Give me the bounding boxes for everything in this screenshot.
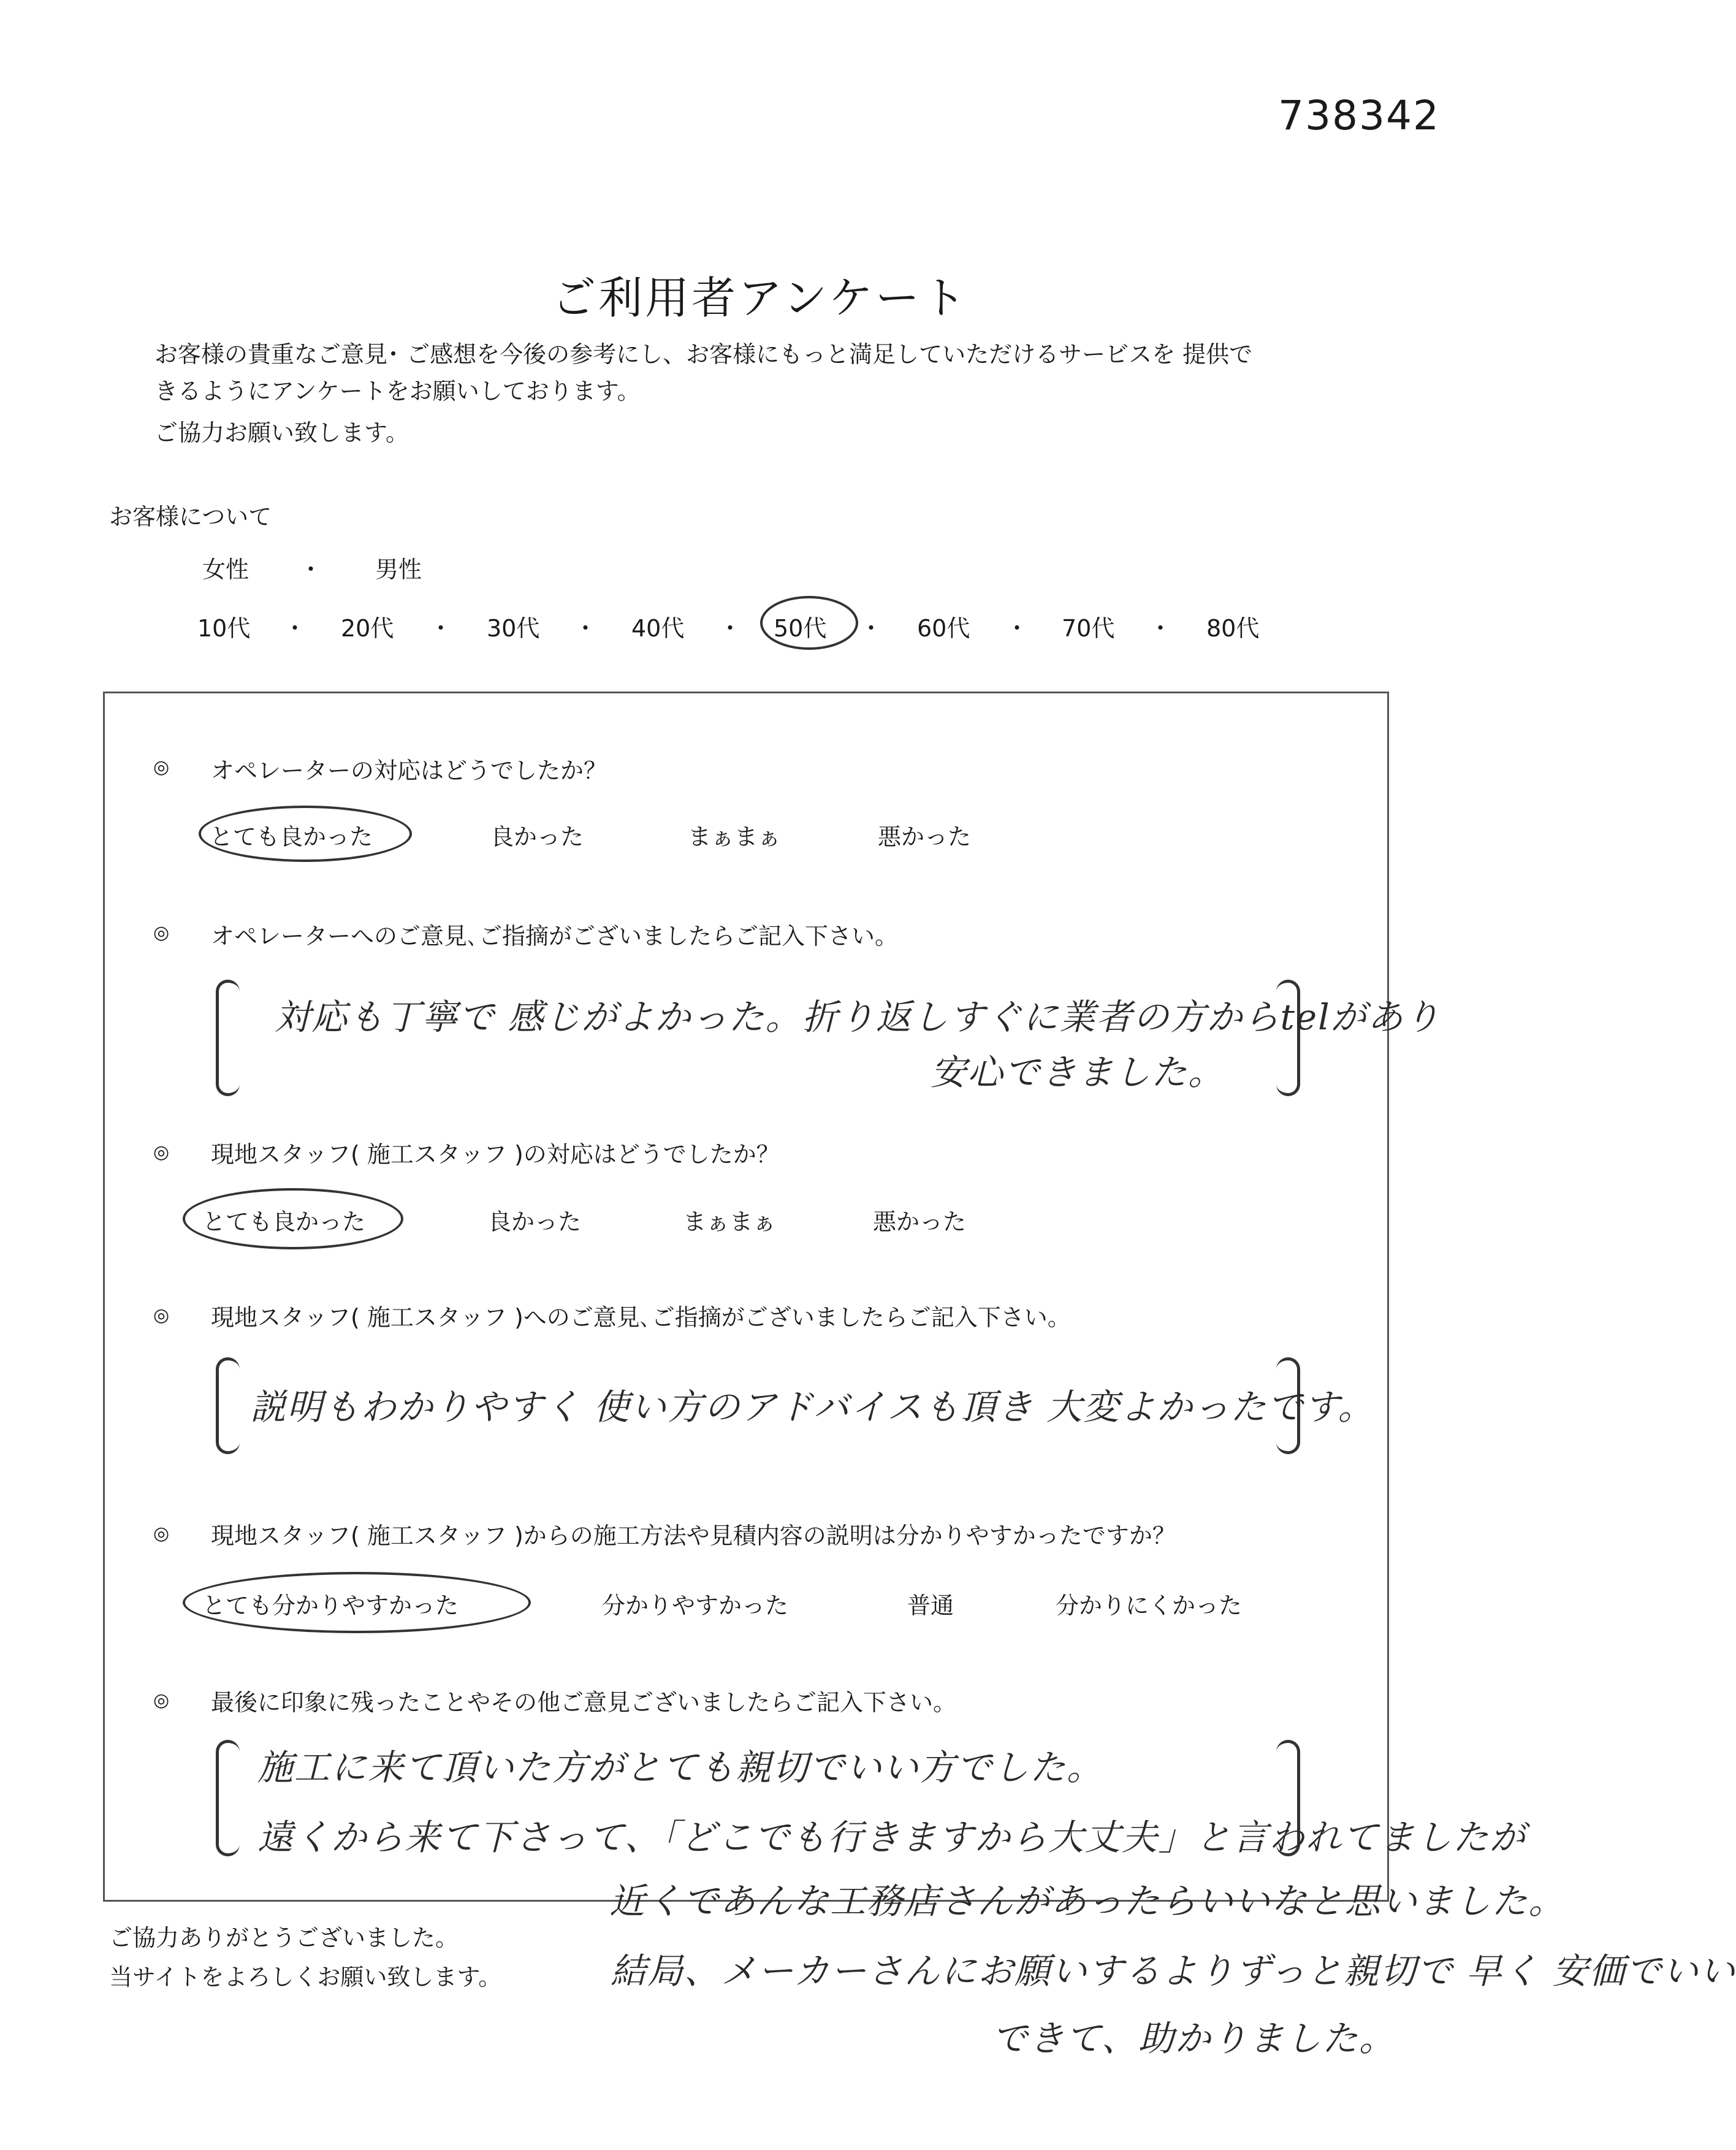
q5-option-clear[interactable]: 分かりやすかった	[602, 1592, 789, 1619]
bullet-icon: ◎	[153, 1142, 170, 1163]
separator: ・	[1149, 615, 1173, 642]
q5-option-normal[interactable]: 普通	[907, 1592, 954, 1619]
age-option-10s[interactable]: 10代	[197, 615, 251, 642]
q3-option-bad[interactable]: 悪かった	[873, 1208, 967, 1235]
selection-circle	[760, 596, 858, 650]
q1-option-very-good[interactable]: とても良かった	[210, 823, 373, 850]
q6-handwritten-answer-line-5: できて、助かりました。	[992, 2018, 1396, 2059]
q4-text: 現地スタッフ( 施工スタッフ )へのご意見､ご指摘がございましたらご記入下さい。	[211, 1304, 1071, 1331]
page-title: ご利用者アンケート	[552, 272, 969, 324]
bullet-icon: ◎	[153, 922, 170, 943]
q6-handwritten-answer-line-1: 施工に来て頂いた方がとても親切でいい方でした。	[257, 1747, 1104, 1788]
age-option-60s[interactable]: 60代	[917, 615, 970, 642]
bracket-open	[216, 1740, 240, 1856]
intro-line-2: きるようにアンケートをお願いしております。	[154, 378, 641, 405]
separator: ・	[429, 615, 453, 642]
q4-handwritten-answer-line-1: 説明もわかりやすく 使い方のアドバイスも頂き 大変よかったです。	[250, 1386, 1375, 1428]
separator: ・	[283, 615, 307, 642]
bullet-icon: ◎	[153, 757, 170, 778]
intro-line-1: お客様の貴重なご意見･ ご感想を今後の参考にし、お客様にもっと満足していただけるサービスを 提供で	[154, 341, 1253, 368]
q3-option-good[interactable]: 良かった	[488, 1208, 582, 1235]
gender-male-option[interactable]: 男性	[375, 556, 422, 583]
q6-handwritten-answer-line-2: 遠くから来て下さって、「どこでも行きますから大丈夫」と言われてましたが	[257, 1816, 1526, 1858]
q5-text: 現地スタッフ( 施工スタッフ )からの施工方法や見積内容の説明は分かりやすかったですか？	[211, 1522, 1176, 1549]
separator: ・	[859, 615, 883, 642]
age-option-30s[interactable]: 30代	[487, 615, 540, 642]
footer-site-note: 当サイトをよろしくお願い致します。	[109, 1964, 502, 1991]
customer-heading: お客様について	[109, 503, 272, 530]
age-option-50s[interactable]: 50代	[774, 615, 827, 642]
age-option-80s[interactable]: 80代	[1206, 615, 1260, 642]
selection-circle	[199, 806, 412, 862]
bracket-open	[216, 1357, 240, 1454]
age-option-20s[interactable]: 20代	[341, 615, 394, 642]
separator: ・	[1005, 615, 1029, 642]
q2-handwritten-answer-line-2: 安心できました。	[931, 1051, 1225, 1093]
q3-option-very-good[interactable]: とても良かった	[202, 1208, 366, 1235]
intro-line-3: ご協力お願い致します。	[154, 419, 409, 446]
q2-text: オペレーターへのご意見､ご指摘がございましたらご記入下さい。	[211, 923, 899, 950]
q6-handwritten-answer-line-4: 結局、メーカーさんにお願いするよりずっと親切で 早く 安価でいい	[611, 1950, 1736, 1992]
q1-option-good[interactable]: 良かった	[490, 823, 584, 850]
questionnaire-frame	[103, 692, 1389, 1902]
gender-female-option[interactable]: 女性	[202, 556, 249, 583]
q2-handwritten-answer-line-1: 対応も丁寧で 感じがよかった。折り返しすぐに業者の方からtelがあり	[275, 996, 1441, 1038]
separator: ・	[574, 615, 598, 642]
separator: ・	[718, 615, 742, 642]
q6-handwritten-answer-line-3: 近くであんな工務店さんがあったらいいなと思いました。	[609, 1880, 1566, 1922]
selection-circle	[183, 1188, 403, 1249]
q3-option-average[interactable]: まぁまぁ	[683, 1208, 777, 1235]
age-option-40s[interactable]: 40代	[631, 615, 685, 642]
q1-option-average[interactable]: まぁまぁ	[688, 823, 782, 850]
document-id: 738342	[1278, 92, 1440, 139]
selection-circle	[183, 1572, 531, 1633]
bullet-icon: ◎	[153, 1523, 170, 1544]
q3-text: 現地スタッフ( 施工スタッフ )の対応はどうでしたか？	[211, 1141, 780, 1168]
q6-text: 最後に印象に残ったことやその他ご意見ございましたらご記入下さい。	[211, 1689, 957, 1716]
q5-option-unclear[interactable]: 分かりにくかった	[1056, 1592, 1243, 1619]
bracket-open	[216, 980, 240, 1096]
footer-thanks: ご協力ありがとうございました。	[109, 1924, 459, 1951]
age-option-70s[interactable]: 70代	[1062, 615, 1115, 642]
separator: ・	[299, 556, 323, 583]
bullet-icon: ◎	[153, 1690, 170, 1711]
bullet-icon: ◎	[153, 1305, 170, 1326]
q1-option-bad[interactable]: 悪かった	[878, 823, 972, 850]
q1-text: オペレーターの対応はどうでしたか？	[211, 757, 607, 784]
q5-option-very-clear[interactable]: とても分かりやすかった	[202, 1592, 459, 1619]
